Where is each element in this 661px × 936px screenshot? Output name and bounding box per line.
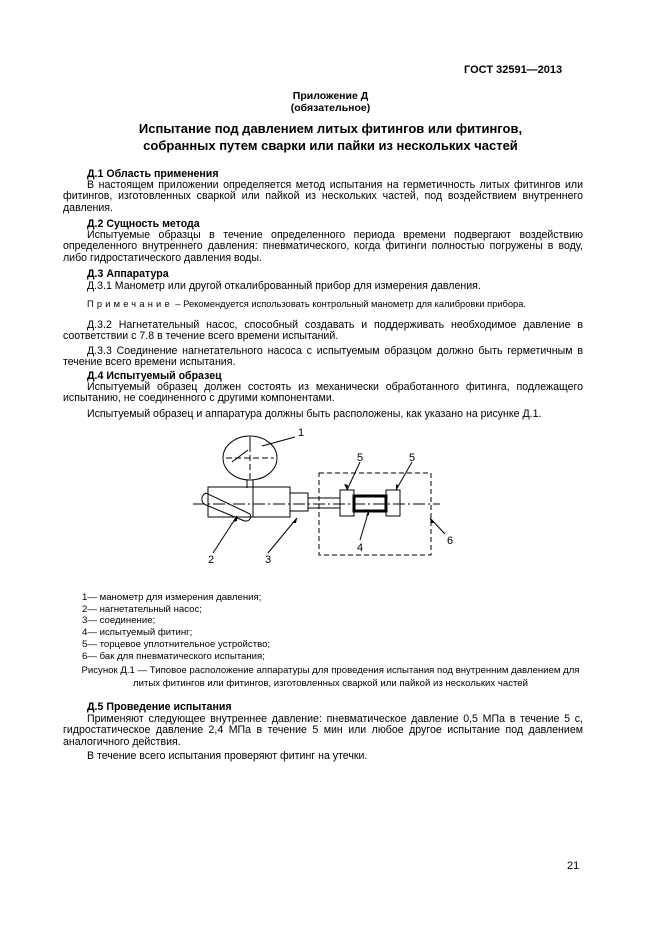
callout-1: 1 (298, 427, 305, 439)
section-d3-p2-text: Д.3.2 Нагнетательный насос, способный создавать и поддерживать необходимое давление в соответствии с 7.8 в течение всего времени испытаний. (63, 319, 583, 343)
legend-item: 6— бак для пневматического испытания; (82, 650, 265, 662)
page-number: 21 (567, 860, 580, 872)
callout-6: 6 (447, 535, 454, 547)
callout-4: 4 (357, 542, 364, 554)
section-d3-heading: Д.3 Аппаратура (87, 268, 169, 280)
legend-item: 1— манометр для измерения давления; (82, 592, 262, 603)
section-d2-paragraph: Испытуемые образцы в течение определенного периода времени подвергают воздействию определенного внутреннего давления: пневматического, когда фитинги полностью погружены в воду, либо гидростатического давления воды. (63, 229, 583, 264)
section-d5-p1-text: Применяют следующее внутреннее давление: пневматическое давление 0,5 МПа в течение 5 с, гидростатическое давление 2,4 МПа в течение 5 мин или любое другое испытание под давлением аналогичного действия. (63, 713, 583, 748)
section-d4-p1-text: Испытуемый образец должен состоять из механически обработанного фитинга, подлежащего испытанию, не соединенного с другими компонентами. (63, 381, 583, 405)
section-d1-paragraph: В настоящем приложении определяется метод испытания на герметичность литых фитингов или фитингов, изготовленных сваркой или пайкой из нескольких частей, под воздействием внутреннего давления. (63, 179, 583, 214)
end-seal-left (340, 490, 354, 516)
title-line-2: собранных путем сварки или пайки из нескольких частей (143, 138, 518, 153)
section-d5-heading: Д.5 Проведение испытания (87, 701, 232, 713)
figure-caption (0, 664, 661, 690)
test-tank (319, 473, 431, 555)
caption-line-1: Рисунок Д.1 — Типовое расположение аппаратуры для проведения испытания под внутренним давлением для (81, 665, 580, 676)
figure-legend (82, 592, 270, 662)
document-number: ГОСТ 32591—2013 (464, 64, 563, 76)
section-d4-heading: Д.4 Испытуемый образец (87, 370, 222, 382)
section-d1-heading: Д.1 Область применения (87, 168, 219, 180)
section-d3-p3-text: Д.3.3 Соединение нагнетательного насоса с испытуемым образцом должно быть герметичным в течение всего времени испытания. (63, 345, 583, 369)
section-d5-p1 (63, 714, 583, 748)
legend-item: 3— соединение; (82, 615, 156, 627)
callout-3: 3 (265, 554, 272, 566)
section-d4-p2-text: Испытуемый образец и аппаратура должны быть расположены, как указано на рисунке Д.1. (87, 408, 542, 420)
appendix-label: Приложение Д (292, 90, 369, 102)
section-d3-p1-text: Д.3.1 Манометр или другой откалиброванный прибор для измерения давления. (87, 280, 481, 292)
legend-item: 2— нагнетательный насос; (82, 603, 202, 615)
section-d5-p2 (63, 751, 583, 762)
caption-line-2: литых фитингов или фитингов, изготовленных сваркой или пайкой из нескольких частей (133, 678, 528, 689)
callout-5-right: 5 (409, 452, 416, 464)
callout-5-left: 5 (357, 452, 364, 464)
pump-body (208, 487, 290, 517)
legend-item: 4— испытуемый фитинг; (82, 627, 193, 639)
note-text: – Рекомендуется использовать контрольный манометр для калибровки прибора. (172, 299, 526, 309)
appendix-status: (обязательное) (290, 102, 371, 114)
end-seal-right (386, 490, 400, 516)
title-line-1: Испытание под давлением литых фитингов или фитингов, (138, 121, 523, 136)
section-d5-p2-text: В течение всего испытания проверяют фитинг на утечки. (87, 750, 368, 762)
legend-item: 5— торцевое уплотнительное устройство; (82, 638, 271, 650)
note-label: Примечание (87, 299, 173, 309)
callout-2: 2 (208, 554, 215, 566)
section-d2-heading: Д.2 Сущность метода (87, 218, 200, 230)
